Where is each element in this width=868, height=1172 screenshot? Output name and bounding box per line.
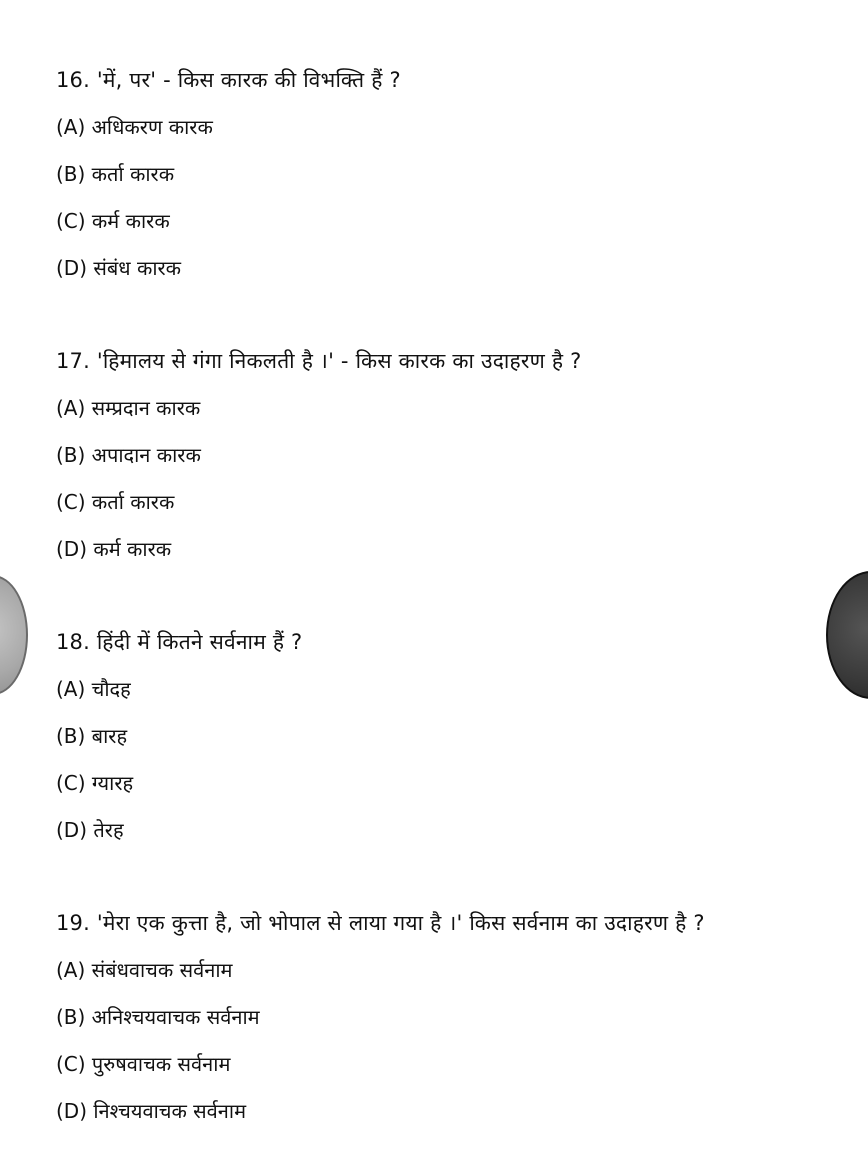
question-19: [56, 909, 816, 1125]
option-c[interactable]: (C) पुरुषवाचक सर्वनाम: [56, 1052, 231, 1076]
option-d[interactable]: (D) संबंध कारक: [56, 256, 182, 280]
option-b[interactable]: (B) अनिश्चयवाचक सर्वनाम: [56, 1005, 260, 1029]
option-a[interactable]: (A) सम्प्रदान कारक: [56, 396, 201, 420]
option-d[interactable]: (D) निश्चयवाचक सर्वनाम: [56, 1099, 247, 1123]
option-b[interactable]: (B) कर्ता कारक: [56, 162, 175, 186]
option-b[interactable]: (B) बारह: [56, 724, 128, 748]
option-b[interactable]: (B) अपादान कारक: [56, 443, 201, 467]
question-text: 16. 'में, पर' - किस कारक की विभक्ति हैं ?: [56, 68, 401, 92]
question-18: [56, 628, 816, 844]
option-c[interactable]: (C) ग्यारह: [56, 771, 134, 795]
question-text: 19. 'मेरा एक कुत्ता है, जो भोपाल से लाया गया है ।' किस सर्वनाम का उदाहरण है ?: [56, 911, 705, 935]
option-d[interactable]: (D) कर्म कारक: [56, 537, 172, 561]
option-a[interactable]: (A) संबंधवाचक सर्वनाम: [56, 958, 233, 982]
option-a[interactable]: (A) चौदह: [56, 677, 131, 701]
question-16: [56, 66, 816, 282]
option-a[interactable]: (A) अधिकरण कारक: [56, 115, 213, 139]
next-page-button[interactable]: [826, 571, 868, 699]
option-d[interactable]: (D) तेरह: [56, 818, 124, 842]
question-text: 17. 'हिमालय से गंगा निकलती है ।' - किस कारक का उदाहरण है ?: [56, 349, 582, 373]
option-c[interactable]: (C) कर्ता कारक: [56, 490, 175, 514]
previous-page-button[interactable]: [0, 575, 28, 695]
question-text: 18. हिंदी में कितने सर्वनाम हैं ?: [56, 630, 303, 654]
option-c[interactable]: (C) कर्म कारक: [56, 209, 170, 233]
question-17: [56, 347, 816, 563]
